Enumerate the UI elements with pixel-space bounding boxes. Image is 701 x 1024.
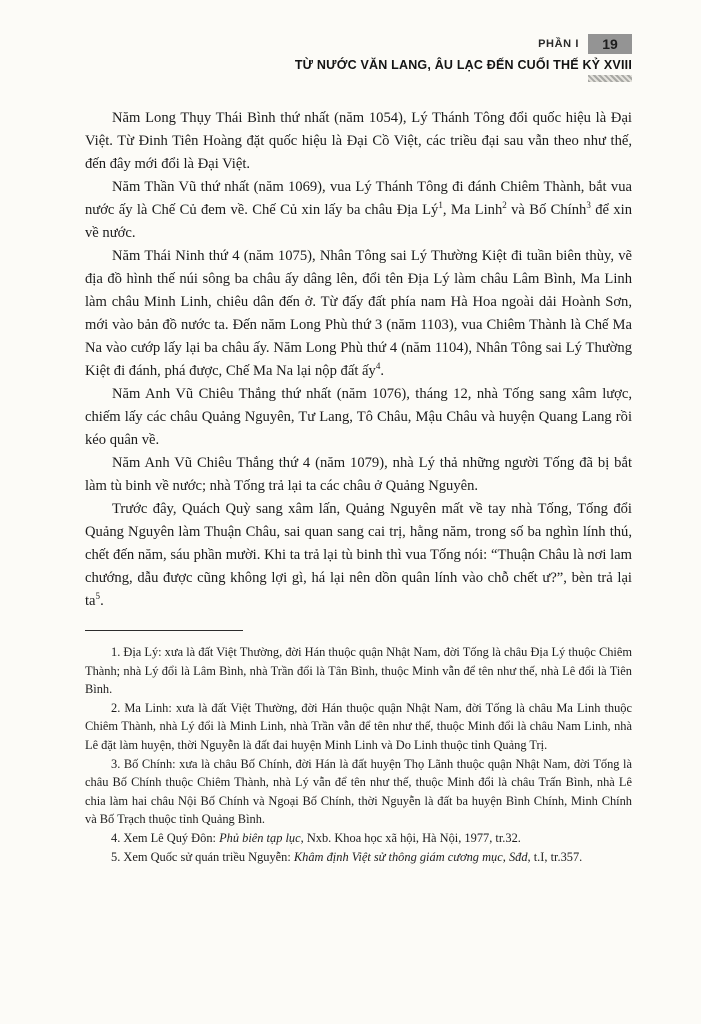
footnotes-section [85, 643, 632, 866]
footnote-text: 3. Bố Chính: xưa là châu Bố Chính, đời Hán là đất huyện Thọ Lãnh thuộc quận Nhật Nam, đời Tống là châu Bố Chính thuộc Chiêm Thành, nhà Lý vẫn để tên như thế, thuộc Minh đổi là châu Trấn Bình, nhà Lê chia làm hai châu Nội Bố Chính và Ngoại Bố Chính, thời Nguyễn là đất ba huyện Bình Chính, Minh Chính và Bố Trạch thuộc tỉnh Quảng Bình. [85, 756, 632, 827]
footnote-text: 2. Ma Linh: xưa là đất Việt Thường, đời Hán thuộc quận Nhật Nam, đời Tống là châu Ma Linh thuộc Chiêm Thành, nhà Lý đổi là Minh Linh, nhà Trần vẫn để tên như thế, thuộc Minh đổi là châu Nam Linh, nhà Lê đặt làm huyện, thời Nguyễn là đất đai huyện Minh Linh và Do Linh thuộc tỉnh Quảng Trị. [85, 700, 632, 752]
paragraph-text: Năm Anh Vũ Chiêu Thắng thứ 4 (năm 1079), nhà Lý thả những người Tống đã bị bắt làm tù binh về nước; nhà Tống trả lại ta các châu ở Quảng Nguyên. [85, 455, 632, 494]
footnote-ref-4: 4 [375, 361, 381, 372]
paragraph-6 [85, 498, 632, 613]
footnote-ref-5: 5 [95, 591, 101, 602]
decorative-hatch-strip [588, 75, 632, 82]
paragraph-text: Năm Thần Vũ thứ nhất (năm 1069), vua Lý Thánh Tông đi đánh Chiêm Thành, bắt vua nước ấy là Chế Củ đem về. Chế Củ xin lấy ba châu Địa Lý [85, 179, 632, 218]
page-number: 19 [602, 36, 618, 52]
footnote-ref-2: 2 [502, 200, 507, 211]
paragraph-text: và Bố Chính [506, 202, 587, 218]
page-header [85, 34, 632, 82]
paragraph-text: Năm Long Thụy Thái Bình thứ nhất (năm 1054), Lý Thánh Tông đổi quốc hiệu là Đại Việt. Từ Đinh Tiên Hoàng đặt quốc hiệu là Đại Cồ Việt, các triều đại sau vẫn theo như thế, đến đây mới đổi là Đại Việt. [85, 110, 632, 172]
paragraph-5 [85, 452, 632, 498]
footnote-4 [85, 829, 632, 848]
paragraph-2 [85, 176, 632, 245]
body-text [85, 107, 632, 613]
paragraph-text: Năm Anh Vũ Chiêu Thắng thứ nhất (năm 1076), tháng 12, nhà Tống sang xâm lược, chiếm lấy các châu Quảng Nguyên, Tư Lang, Tô Châu, Mậu Châu và huyện Quang Lang rồi kéo quân về. [85, 386, 632, 448]
paragraph-3 [85, 245, 632, 383]
page-number-badge [588, 34, 632, 54]
footnote-text: 1. Địa Lý: xưa là đất Việt Thường, đời Hán thuộc quận Nhật Nam, đời Tống là châu Địa Lý thuộc Chiêm Thành; nhà Lý đổi là Lâm Bình, nhà Trần đổi là Tân Bình, thuộc Minh vẫn để tên như thế, nhà Lê đổi là Tiên Bình. [85, 645, 632, 697]
book-title: Phủ biên tạp lục [219, 830, 301, 845]
paragraph-text: . [380, 363, 384, 379]
running-head-line [538, 34, 632, 54]
footnote-text: 4. Xem Lê Quý Đôn: [111, 830, 220, 845]
footnote-ref-1: 1 [438, 200, 443, 211]
book-title: Khâm định Việt sử thông giám cương mục, Sđd [293, 849, 528, 864]
chapter-title: TỪ NƯỚC VĂN LANG, ÂU LẠC ĐẾN CUỐI THẾ KỶ XVIII [294, 58, 632, 72]
part-label: PHẦN I [538, 38, 579, 50]
footnote-text: 5. Xem Quốc sử quán triều Nguyễn: [111, 849, 294, 864]
footnote-text: , t.I, tr.357. [527, 849, 583, 864]
paragraph-1 [85, 107, 632, 176]
footnote-1 [85, 643, 632, 699]
paragraph-text: . [100, 593, 104, 609]
footnote-ref-3: 3 [586, 200, 591, 211]
footnote-separator-rule [85, 630, 243, 631]
footnote-3 [85, 755, 632, 829]
footnote-text: , Nxb. Khoa học xã hội, Hà Nội, 1977, tr.32. [300, 830, 521, 845]
footnote-5 [85, 848, 632, 867]
paragraph-text: Trước đây, Quách Quỳ sang xâm lấn, Quảng Nguyên mất về tay nhà Tống, Tống đổi Quảng Nguyên làm Thuận Châu, sai quan sang cai trị, hằng năm, trong số ba nghìn lính thú, chết đến năm, sáu phần mười. Khi ta trả lại tù binh thì vua Tống nói: “Thuận Châu là nơi lam chướng, dẫu được cũng không lợi gì, há lại nên dồn quân lính vào chỗ chết ư?”, bèn trả lại ta [85, 501, 632, 609]
paragraph-text: , Ma Linh [442, 202, 503, 218]
footnote-2 [85, 699, 632, 755]
paragraph-text: để xin về nước. [85, 202, 632, 241]
paragraph-4 [85, 383, 632, 452]
paragraph-text: Năm Thái Ninh thứ 4 (năm 1075), Nhân Tông sai Lý Thường Kiệt đi tuần biên thùy, vẽ địa đồ hình thế núi sông ba châu ấy dâng lên, đổi tên Địa Lý làm châu Lâm Bình, Ma Linh làm châu Minh Linh, chiêu dân đến ở. Từ đấy đất phía nam Hà Hoa ngoài dải Hoành Sơn, mới vào bản đồ nước ta. Đến năm Long Phù thứ 3 (năm 1103), vua Chiêm Thành là Chế Ma Na vào cướp lấy lại ba châu ấy. Năm Long Phù thứ 4 (năm 1104), Nhân Tông sai Lý Thường Kiệt đi đánh, phá được, Chế Ma Na lại nộp đất ấy [85, 248, 632, 379]
